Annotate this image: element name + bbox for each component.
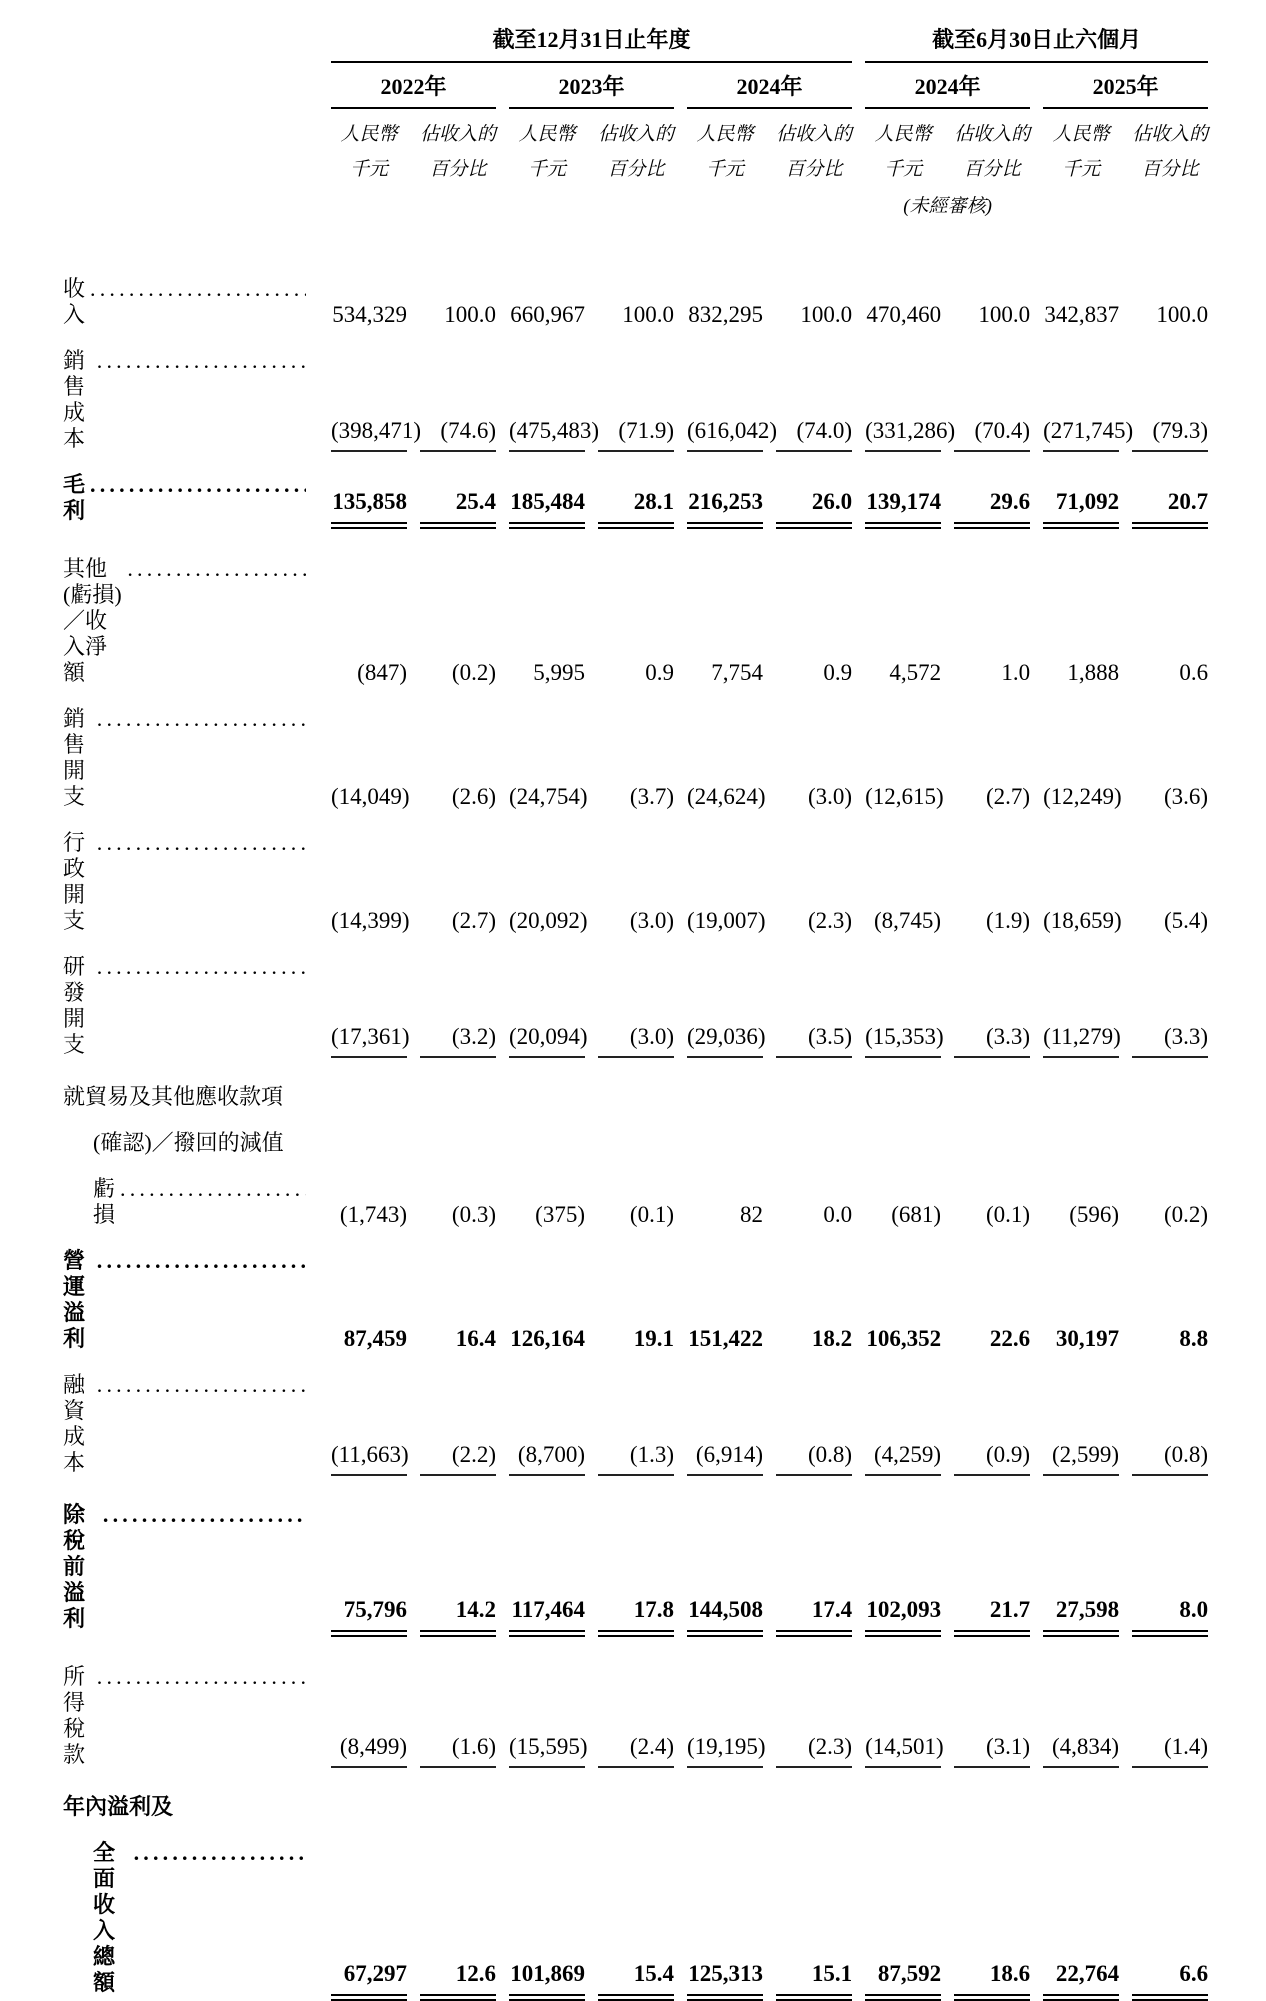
- unaudited-note: (未經審核): [903, 196, 992, 217]
- percent-cell: 17.4: [763, 1482, 852, 1644]
- amount-cell: (1,743): [339, 1202, 407, 1227]
- row-label: 研發開支: [63, 954, 86, 1057]
- percent-cell: 100.0: [444, 302, 496, 327]
- percent-cell: 12.6: [407, 1820, 496, 1996]
- percent-cell: (0.2): [451, 660, 496, 685]
- amount-cell: 126,164: [510, 1326, 585, 1351]
- percent-cell: (1.4): [1119, 1644, 1208, 1774]
- row-label: 收入: [63, 276, 86, 327]
- percent-cell: (79.3): [1119, 328, 1208, 452]
- dot-leader: [90, 472, 306, 498]
- amount-cell: (331,286): [852, 328, 941, 452]
- percent-cell: 26.0: [763, 452, 852, 536]
- percent-cell: 28.1: [585, 452, 674, 536]
- period-header-row: [63, 26, 1208, 63]
- amount-cell: (12,249): [1043, 784, 1122, 809]
- subheader-percent: 佔收入的 百分比: [954, 124, 1031, 180]
- amount-cell: (11,279): [1030, 934, 1119, 1064]
- table-row: [63, 1228, 1208, 1352]
- table-row: [63, 1352, 1208, 1482]
- dot-leader: [90, 276, 306, 302]
- amount-cell: 101,869: [496, 1820, 585, 1996]
- table-row: [63, 536, 1208, 686]
- period-title: 截至12月31日止年度: [331, 26, 852, 63]
- percent-cell: 16.4: [455, 1326, 496, 1351]
- table-row: [63, 810, 1208, 934]
- amount-cell: (475,483): [496, 328, 585, 452]
- table-row-label-line: [63, 1110, 1208, 1156]
- amount-cell: 4,572: [889, 660, 942, 685]
- amount-cell: (20,094): [496, 934, 585, 1064]
- unit-header-row: [63, 109, 1208, 187]
- dot-leader: [103, 1502, 306, 1528]
- amount-cell: (4,259): [852, 1352, 941, 1482]
- row-label: 年內溢利及: [63, 1794, 174, 1819]
- table-row: [63, 328, 1208, 452]
- dot-leader: [97, 954, 306, 980]
- dot-leader: [97, 1664, 306, 1690]
- percent-cell: (3.5): [763, 934, 852, 1064]
- year-header-2024: 2024年: [674, 63, 852, 109]
- percent-cell: (2.3): [808, 908, 853, 933]
- percent-cell: 0.0: [823, 1202, 853, 1227]
- percent-cell: (3.0): [808, 784, 853, 809]
- dot-leader: [97, 706, 306, 732]
- subheader-amount: 人民幣 千元: [1052, 124, 1110, 180]
- percent-cell: (1.6): [407, 1644, 496, 1774]
- percent-cell: (3.6): [1164, 784, 1209, 809]
- amount-cell: 534,329: [332, 302, 407, 327]
- percent-cell: 22.6: [989, 1326, 1031, 1351]
- percent-cell: (2.3): [763, 1644, 852, 1774]
- percent-cell: 15.1: [763, 1820, 852, 1996]
- dot-leader: [120, 1176, 306, 1202]
- subheader-percent: 佔收入的 百分比: [598, 124, 675, 180]
- year-header-2023: 2023年: [496, 63, 674, 109]
- row-label: 行政開支: [63, 830, 86, 933]
- dot-leader: [97, 348, 306, 374]
- amount-cell: (11,663): [318, 1352, 407, 1482]
- percent-cell: (3.0): [629, 908, 674, 933]
- year-header-2024-interim: 2024年: [852, 63, 1030, 109]
- amount-cell: 30,197: [1055, 1326, 1120, 1351]
- amount-cell: (24,754): [509, 784, 588, 809]
- percent-cell: (0.2): [1164, 1202, 1209, 1227]
- amount-cell: 71,092: [1030, 452, 1119, 536]
- percent-cell: (0.8): [1119, 1352, 1208, 1482]
- amount-cell: 125,313: [674, 1820, 763, 1996]
- amount-cell: 67,297: [318, 1820, 407, 1996]
- amount-cell: 75,796: [318, 1482, 407, 1644]
- percent-cell: (3.7): [629, 784, 674, 809]
- dot-leader: [127, 556, 306, 582]
- row-label: 所得稅款: [63, 1664, 86, 1767]
- row-label: 銷售成本: [63, 348, 86, 451]
- subheader-amount: 人民幣 千元: [696, 124, 754, 180]
- percent-cell: 100.0: [978, 302, 1031, 327]
- percent-cell: 0.9: [645, 660, 674, 685]
- table-row: [63, 452, 1208, 536]
- amount-cell: (24,624): [687, 784, 766, 809]
- amount-cell: (847): [357, 660, 407, 685]
- amount-cell: (14,501): [852, 1644, 941, 1774]
- amount-cell: 87,459: [343, 1326, 407, 1351]
- row-label: 虧損: [93, 1176, 116, 1227]
- percent-cell: 15.4: [585, 1820, 674, 1996]
- percent-cell: 25.4: [407, 452, 496, 536]
- amount-cell: 117,464: [496, 1482, 585, 1644]
- percent-cell: 0.9: [823, 660, 853, 685]
- amount-cell: 22,764: [1030, 1820, 1119, 1996]
- table-row-label-line: [63, 1774, 1208, 1820]
- amount-cell: (2,599): [1030, 1352, 1119, 1482]
- percent-cell: 100.0: [1156, 302, 1209, 327]
- percent-cell: 14.2: [407, 1482, 496, 1644]
- percent-cell: (3.2): [407, 934, 496, 1064]
- percent-cell: (0.3): [451, 1202, 496, 1227]
- percent-cell: 18.6: [941, 1820, 1030, 1996]
- amount-cell: (271,745): [1030, 328, 1119, 452]
- row-label: 銷售開支: [63, 706, 86, 809]
- amount-cell: (15,595): [496, 1644, 585, 1774]
- amount-cell: 832,295: [688, 302, 763, 327]
- amount-cell: (19,195): [674, 1644, 763, 1774]
- amount-cell: (681): [891, 1202, 942, 1227]
- row-label: 融資成本: [63, 1372, 86, 1475]
- amount-cell: 135,858: [318, 452, 407, 536]
- percent-cell: (2.4): [585, 1644, 674, 1774]
- percent-cell: 0.6: [1179, 660, 1209, 685]
- percent-cell: (1.9): [986, 908, 1031, 933]
- percent-cell: 8.0: [1119, 1482, 1208, 1644]
- percent-cell: 17.8: [585, 1482, 674, 1644]
- percent-cell: (71.9): [585, 328, 674, 452]
- amount-cell: (8,700): [496, 1352, 585, 1482]
- amount-cell: 27,598: [1030, 1482, 1119, 1644]
- amount-cell: (398,471): [318, 328, 407, 452]
- amount-cell: (29,036): [674, 934, 763, 1064]
- amount-cell: 102,093: [852, 1482, 941, 1644]
- row-label: 除稅前溢利: [63, 1502, 86, 1631]
- subheader-percent: 佔收入的 百分比: [776, 124, 853, 180]
- percent-cell: (5.4): [1164, 908, 1209, 933]
- amount-cell: (8,745): [874, 908, 942, 933]
- amount-cell: 106,352: [866, 1326, 942, 1351]
- percent-cell: 20.7: [1119, 452, 1208, 536]
- table-row: [63, 218, 1208, 328]
- percent-cell: 100.0: [800, 302, 853, 327]
- percent-cell: (2.7): [451, 908, 496, 933]
- percent-cell: (0.1): [629, 1202, 674, 1227]
- amount-cell: 151,422: [688, 1326, 763, 1351]
- amount-cell: (14,399): [331, 908, 410, 933]
- subheader-amount: 人民幣 千元: [874, 124, 932, 180]
- percent-cell: (3.0): [585, 934, 674, 1064]
- percent-cell: (0.9): [941, 1352, 1030, 1482]
- subheader-amount: 人民幣 千元: [340, 124, 398, 180]
- amount-cell: 87,592: [852, 1820, 941, 1996]
- percent-cell: (3.3): [941, 934, 1030, 1064]
- amount-cell: (19,007): [687, 908, 766, 933]
- amount-cell: (4,834): [1030, 1644, 1119, 1774]
- percent-cell: (3.3): [1119, 934, 1208, 1064]
- percent-cell: (74.0): [763, 328, 852, 452]
- dot-leader: [97, 1372, 306, 1398]
- amount-cell: (6,914): [674, 1352, 763, 1482]
- amount-cell: (14,049): [331, 784, 410, 809]
- table-row-label-line: [63, 1064, 1208, 1110]
- amount-cell: 139,174: [852, 452, 941, 536]
- amount-cell: (616,042): [674, 328, 763, 452]
- percent-cell: 18.2: [811, 1326, 853, 1351]
- percent-cell: 29.6: [941, 452, 1030, 536]
- percent-cell: 19.1: [633, 1326, 674, 1351]
- table-row: [63, 1820, 1208, 1996]
- row-label: 毛利: [63, 472, 86, 523]
- amount-cell: (18,659): [1043, 908, 1122, 933]
- amount-cell: 342,837: [1044, 302, 1120, 327]
- percent-cell: (2.6): [451, 784, 496, 809]
- percent-cell: 6.6: [1119, 1820, 1208, 1996]
- year-header-2025-interim: 2025年: [1030, 63, 1208, 109]
- amount-cell: (20,092): [509, 908, 588, 933]
- unaudited-note-row: [63, 187, 1208, 218]
- amount-cell: 144,508: [674, 1482, 763, 1644]
- year-header-2022: 2022年: [318, 63, 496, 109]
- percent-cell: 100.0: [622, 302, 674, 327]
- amount-cell: 185,484: [496, 452, 585, 536]
- table-row: [63, 1482, 1208, 1644]
- percent-cell: 21.7: [941, 1482, 1030, 1644]
- amount-cell: 1,888: [1067, 660, 1120, 685]
- percent-cell: (3.1): [941, 1644, 1030, 1774]
- percent-cell: (0.8): [763, 1352, 852, 1482]
- amount-cell: (12,615): [865, 784, 944, 809]
- percent-cell: (74.6): [407, 328, 496, 452]
- period-title: 截至6月30日止六個月: [865, 26, 1208, 63]
- amount-cell: (8,499): [318, 1644, 407, 1774]
- table-row: [63, 1644, 1208, 1774]
- percent-cell: 1.0: [1001, 660, 1031, 685]
- amount-cell: (17,361): [318, 934, 407, 1064]
- row-label: (確認)／撥回的減值: [93, 1130, 284, 1155]
- percent-cell: 8.8: [1179, 1326, 1209, 1351]
- amount-cell: 660,967: [510, 302, 585, 327]
- percent-cell: (1.3): [585, 1352, 674, 1482]
- percent-cell: (70.4): [941, 328, 1030, 452]
- year-header-row: [63, 63, 1208, 109]
- amount-cell: (596): [1069, 1202, 1120, 1227]
- dot-leader: [134, 1840, 306, 1866]
- amount-cell: (15,353): [852, 934, 941, 1064]
- row-label: 營運溢利: [63, 1248, 86, 1351]
- amount-cell: 470,460: [866, 302, 942, 327]
- amount-cell: 5,995: [533, 660, 585, 685]
- percent-cell: (2.2): [407, 1352, 496, 1482]
- row-label: 其他(虧損)／收入淨額: [63, 556, 122, 685]
- amount-cell: (375): [535, 1202, 585, 1227]
- row-label: 就貿易及其他應收款項: [63, 1084, 284, 1109]
- dot-leader: [97, 1248, 306, 1274]
- table-row: [63, 1156, 1208, 1228]
- percent-cell: (2.7): [986, 784, 1031, 809]
- row-label: 全面收入總額: [93, 1840, 116, 1995]
- amount-cell: 82: [740, 1202, 763, 1227]
- subheader-percent: 佔收入的 百分比: [420, 124, 497, 180]
- period-header-interim: [852, 26, 1208, 63]
- dot-leader: [97, 830, 306, 856]
- amount-cell: 7,754: [711, 660, 763, 685]
- subheader-amount: 人民幣 千元: [518, 124, 576, 180]
- table-body: [63, 218, 1208, 1996]
- period-header-annual: [318, 26, 852, 63]
- unaudited-note-cell: [852, 187, 1030, 218]
- financial-summary-table: [63, 26, 1208, 1996]
- subheader-percent: 佔收入的 百分比: [1132, 124, 1209, 180]
- table-row: [63, 686, 1208, 810]
- table-row: [63, 934, 1208, 1064]
- amount-cell: 216,253: [674, 452, 763, 536]
- percent-cell: (0.1): [986, 1202, 1031, 1227]
